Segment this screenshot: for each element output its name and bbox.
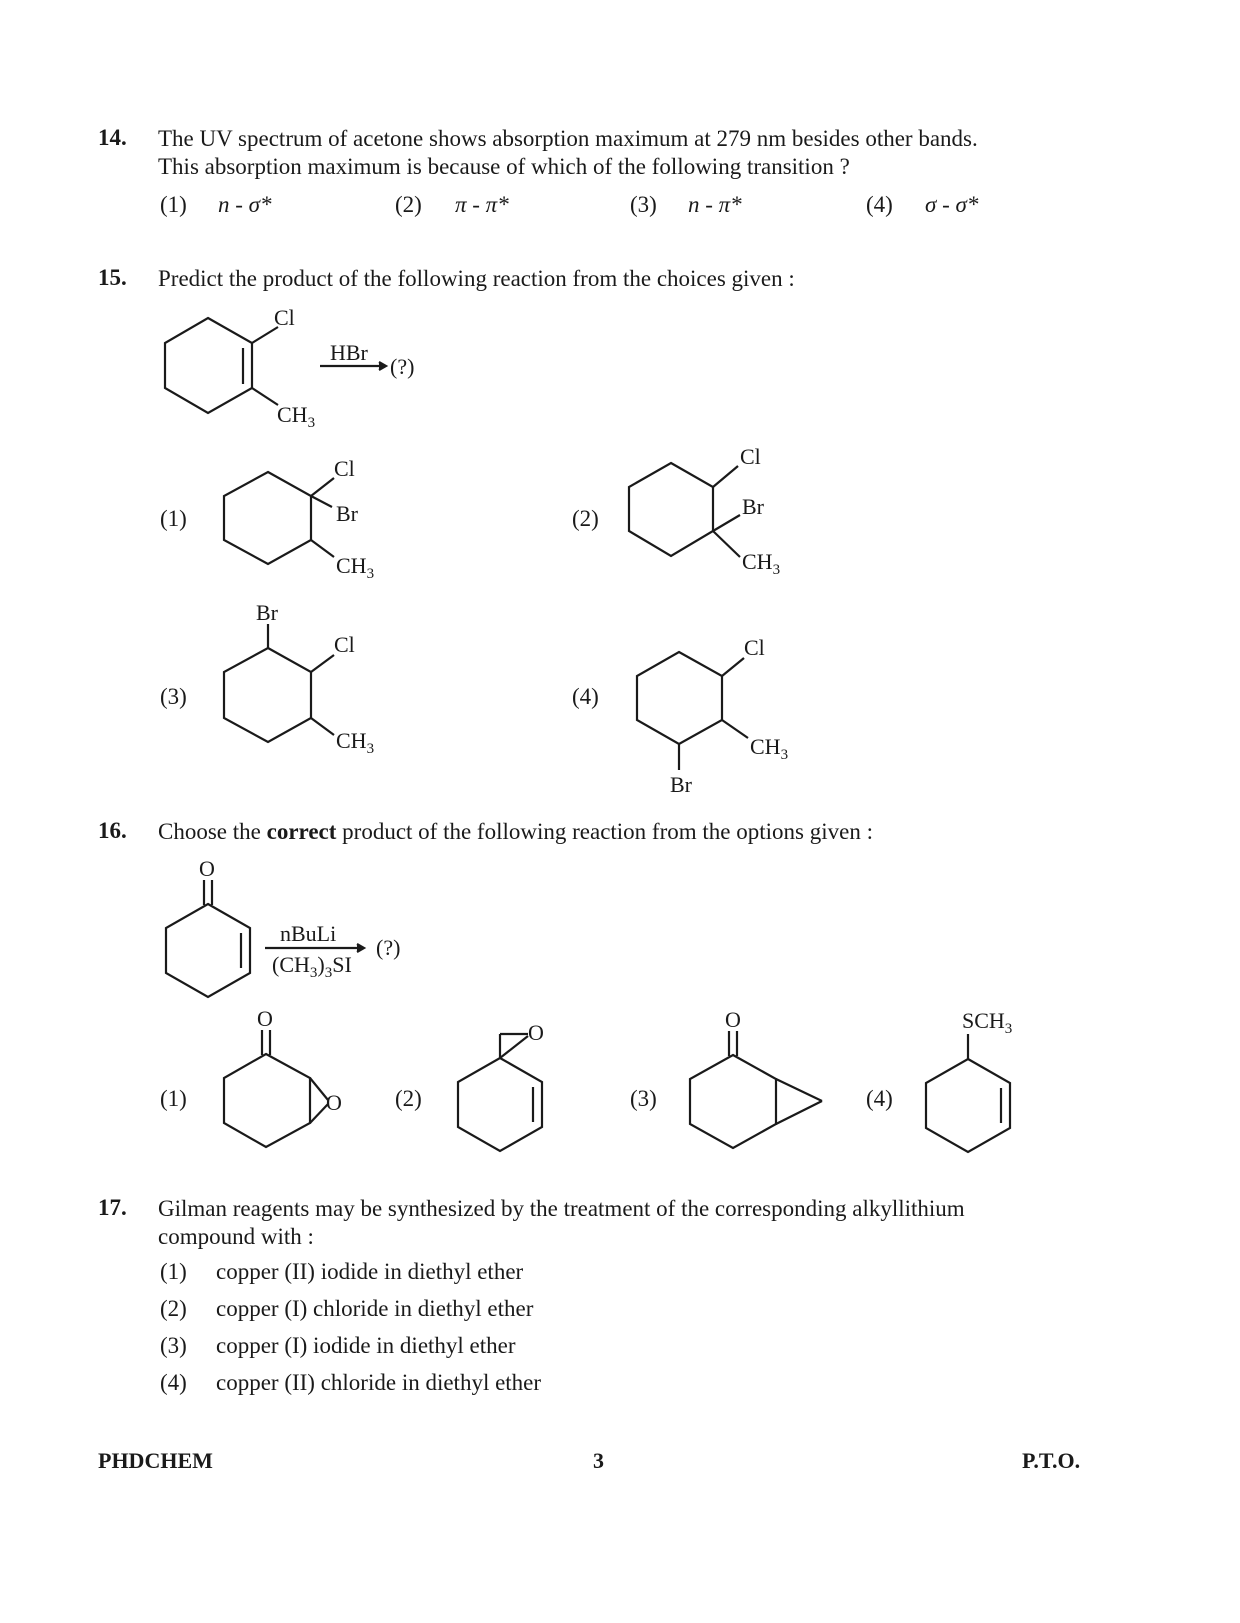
q16-option-3-structure [690,1007,822,1148]
q16-opt3-ketone-o: O [725,1007,741,1032]
q16-reactant-o-label: O [199,856,215,881]
q14-option-4-num: (4) [866,192,893,217]
q17-number: 17. [98,1195,127,1220]
q15-option-4-structure [637,635,788,797]
q15-option-2-structure [629,444,780,578]
q15-option-3-num: (3) [160,684,187,709]
q14-text-line1: The UV spectrum of acetone shows absorption maximum at 279 nm besides other bands. [158,126,978,151]
q14-option-3-num: (3) [630,192,657,217]
q15-opt4-br-label: Br [670,772,692,797]
q14-text-line2: This absorption maximum is because of which of the following transition ? [158,154,850,179]
q15-text: Predict the product of the following reaction from the choices given : [158,266,795,291]
q16-opt4-sch3-label: $SCH_3$ [962,1008,1013,1037]
q17-option-4-text: copper (II) chloride in diethyl ether [216,1370,542,1395]
footer-paper-code: PHDCHEM [98,1448,213,1473]
q16-option-3-num: (3) [630,1086,657,1111]
q15-option-2-num: (2) [572,506,599,531]
q17-option-1-num: (1) [160,1259,187,1284]
q16-text: Choose the correct product of the following reaction from the options given : [158,819,873,844]
q15-reagent: HBr [330,340,368,365]
q14-option-1-text: n - σ* [218,192,272,217]
q14-option-1-num: (1) [160,192,187,217]
q17-option-3-text: copper (I) iodide in diethyl ether [216,1333,516,1358]
q15-opt2-cl-label: Cl [740,444,761,469]
q16-number: 16. [98,818,127,843]
q17-option-4-num: (4) [160,1370,187,1395]
q15-opt2-br-label: Br [742,494,764,519]
q17-option-2-text: copper (I) chloride in diethyl ether [216,1296,534,1321]
q17-option-3-num: (3) [160,1333,187,1358]
q15-opt3-br-label: Br [256,600,278,625]
q16-opt2-epoxide-o: O [528,1020,544,1045]
q15-opt2-ch3-label: $CH_3$ [742,549,781,578]
q15-option-3-structure [224,600,374,757]
footer-pto: P.T.O. [1022,1448,1081,1473]
q14-option-3-text: n - π* [688,192,742,217]
q15-opt4-cl-label: Cl [744,635,765,660]
q14-option-2-text: π - π* [455,192,509,217]
q15-option-1-structure [224,456,374,582]
q16-option-2-num: (2) [395,1086,422,1111]
q15-number: 15. [98,265,127,290]
q17-text [158,1195,1118,1251]
q16-option-1-num: (1) [160,1086,187,1111]
q15-option-4-num: (4) [572,684,599,709]
q17-text-line2: compound with : [158,1224,314,1249]
q15-opt3-cl-label: Cl [334,632,355,657]
q15-opt3-ch3-label: $CH_3$ [336,728,375,757]
q16-opt1-epoxide-o: O [326,1090,342,1115]
q16-reaction-arrow [265,921,400,981]
q15-reactant-structure [165,305,315,431]
q15-reactant-ch3-label: $CH_3$ [277,402,316,431]
q16-option-4-num: (4) [866,1086,893,1111]
q14-option-4-text: σ - σ* [925,192,979,217]
q15-opt4-ch3-label: $CH_3$ [750,734,789,763]
q16-reactant-structure [166,856,250,997]
q16-option-4-structure [926,1008,1012,1152]
footer-page-number: 3 [593,1448,604,1473]
q17-text-line1: Gilman reagents may be synthesized by the treatment of the corresponding alkyllithium [158,1196,965,1221]
q15-opt1-ch3-label: $CH_3$ [336,553,375,582]
q14-option-2-num: (2) [395,192,422,217]
q16-unknown: (?) [376,935,401,960]
q15-option-1-num: (1) [160,506,187,531]
q16-option-1-structure [224,1006,342,1147]
q15-opt1-br-label: Br [336,501,358,526]
q15-unknown: (?) [390,354,415,379]
q16-text-emphasis: correct [266,819,337,844]
q16-opt1-ketone-o: O [257,1006,273,1031]
q15-reaction-arrow [320,340,414,379]
q17-option-2-num: (2) [160,1296,187,1321]
q17-option-1-text: copper (II) iodide in diethyl ether [216,1259,524,1284]
q16-reagent-bottom: $(CH_3)_3SI$ [272,952,352,981]
q16-option-2-structure [458,1020,544,1151]
q14-number: 14. [98,125,127,150]
q15-opt1-cl-label: Cl [334,456,355,481]
q15-reactant-cl-label: Cl [274,305,295,330]
q16-reagent-top: nBuLi [280,921,337,946]
